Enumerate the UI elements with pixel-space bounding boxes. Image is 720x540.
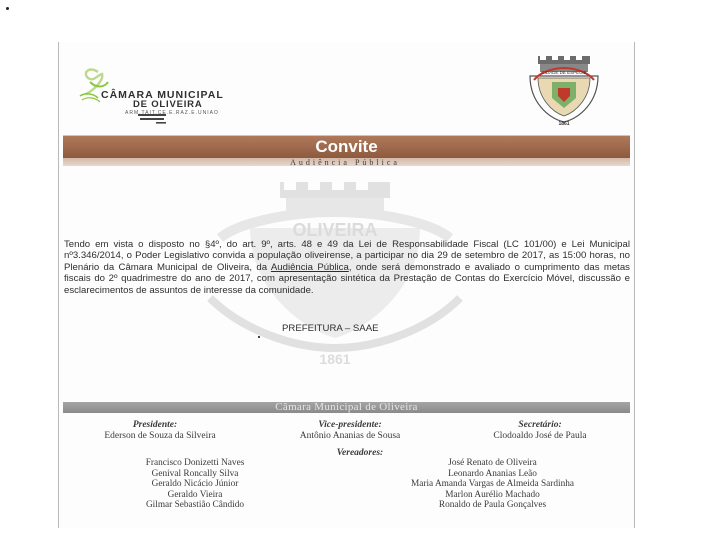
councilor-name: Francisco Donizetti Naves xyxy=(145,458,245,468)
chamber-logo-line2: DE OLIVEIRA xyxy=(133,99,203,110)
councilor-name: Geraldo Nicácio Júnior xyxy=(151,479,239,489)
title-bar xyxy=(63,135,630,158)
councilor-name: José Renato de Oliveira xyxy=(448,458,537,468)
secretary-role: Secretário: xyxy=(518,420,562,430)
entity-line: PREFEITURA – SAAE xyxy=(282,323,379,334)
councilor-name: Gilmar Sebastião Cândido xyxy=(145,500,245,510)
councilor-name: Maria Amanda Vargas de Almeida Sardinha xyxy=(410,479,575,489)
president-name: Ederson de Souza da Silveira xyxy=(104,431,216,441)
vice-president-name: Antônio Ananias de Sousa xyxy=(299,431,401,441)
footer-bar xyxy=(63,402,630,413)
councilor-name: Ronaldo de Paula Gonçalves xyxy=(438,500,547,510)
councilors-right-list xyxy=(360,458,625,511)
councilor-name: Genival Roncally Silva xyxy=(151,468,239,479)
paragraph-text-2: , onde será demonstrado e avaliado o cumprimento das metas fiscais do 2º quadrimestre do ano de 2017, com apresentação sintética da Prestação de Contas do Exercício Móvel, discussão e esclarecimentos de assuntos de interesse da comunidade. xyxy=(64,261,630,296)
page-title: Convite xyxy=(315,137,378,156)
vice-president-role: Vice-presidente: xyxy=(318,420,382,430)
page-subtitle: Audiência Pública xyxy=(290,158,400,167)
councilors-left-list xyxy=(110,458,280,511)
councilor-name: Leonardo Ananias Leão xyxy=(448,468,537,479)
chamber-logo-motto: ARM.TAIT.CE.E.RAZ.E.UNIAO xyxy=(125,110,219,116)
footer-chamber-name: Câmara Municipal de Oliveira xyxy=(275,401,418,413)
watermark-year: 1861 xyxy=(319,351,351,367)
watermark-banner: OLIVEIRA xyxy=(292,220,378,240)
councilor-name: Marlon Aurélio Machado xyxy=(445,489,540,500)
invitation-paragraph xyxy=(64,239,630,296)
scan-mark-small xyxy=(258,336,260,338)
scan-mark xyxy=(6,7,9,10)
coat-of-arms-year: 1861 xyxy=(558,121,570,126)
president-role: Presidente: xyxy=(132,420,178,430)
secretary-name: Clodoaldo José de Paula xyxy=(493,431,587,441)
paragraph-text-1: Tendo em vista o disposto no §4º, do art. 9º, arts. 48 e 49 da Lei de Responsabilidade Fiscal (LC 101/00) e Lei Municipal nº3.346/2014, o Poder Legislativo convida a população oliveirense, a participar no dia 29 de setembro de 2017, as 15:00 horas, no Plenário da Câmara Municipal de Oliveira, da xyxy=(64,239,630,273)
councilor-name: Geraldo Vieira xyxy=(167,489,223,500)
coat-of-arms-banner: CIDADE DE ESPECIE xyxy=(541,70,587,75)
coat-of-arms-icon xyxy=(524,54,604,126)
chamber-logo-line1: CÂMARA MUNICIPAL xyxy=(101,89,224,101)
paragraph-emphasis: Audiência Pública xyxy=(270,261,349,273)
councilors-role: Vereadores: xyxy=(336,448,384,458)
